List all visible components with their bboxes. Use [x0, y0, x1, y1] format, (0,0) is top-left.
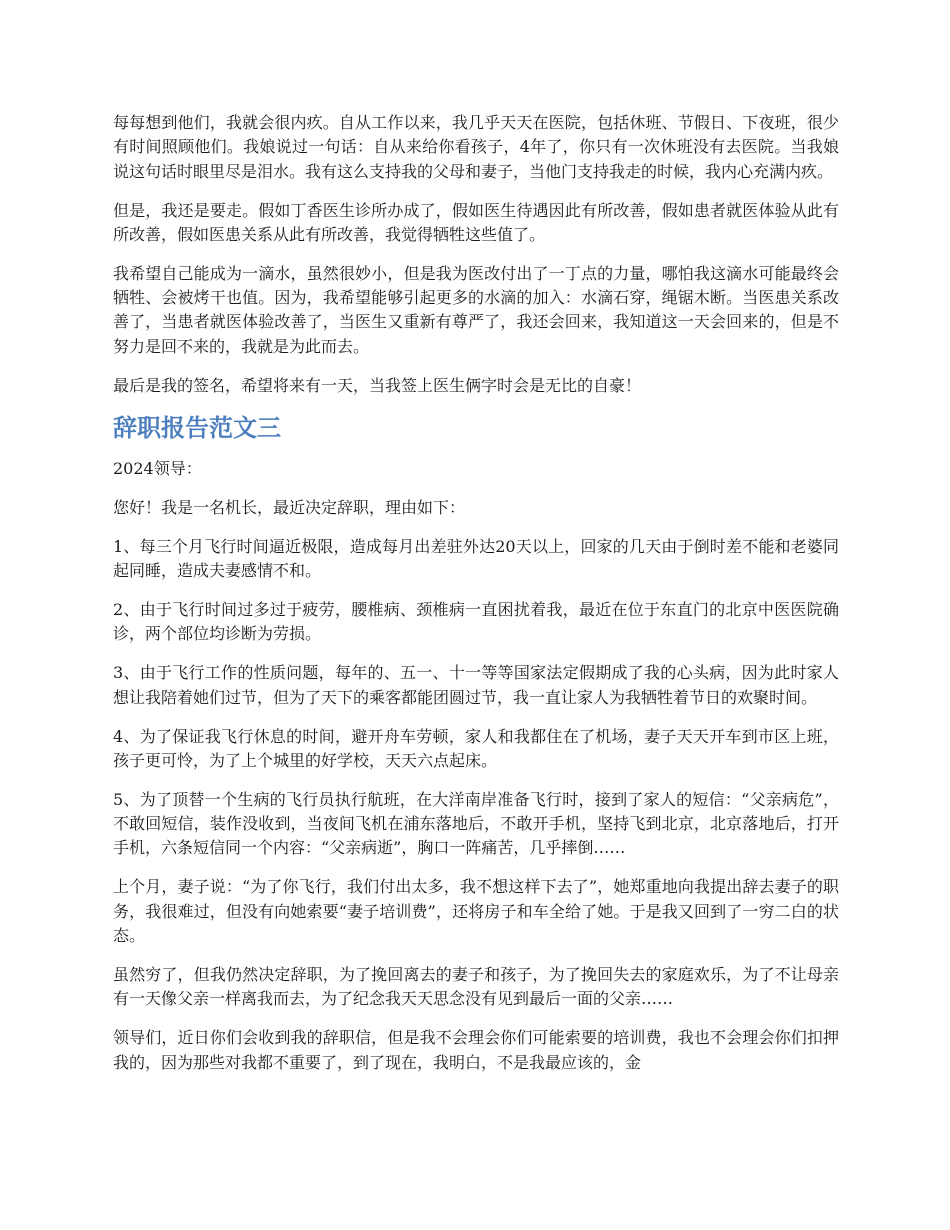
paragraph-drop-of-water: 我希望自己能成为一滴水，虽然很妙小，但是我为医改付出了一丁点的力量，哪怕我这滴水可能最终会牺牲、会被烤干也值。因为，我希望能够引起更多的水滴的加入：水滴石穿，绳锯木断。当医患关系改善了，当患者就医体验改善了，当医生又重新有尊严了，我还会回来，我知道这一天会回来的，但是不努力是回不来的，我就是为此而去。 — [113, 263, 839, 356]
document-page — [113, 111, 839, 1090]
paragraph-reason-3: 3、由于飞行工作的性质问题，每年的、五一、十一等等国家法定假期成了我的心头病，因为此时家人想让我陪着她们过节，但为了天下的乘客都能团圆过节，我一直让家人为我牺牲着节日的欢聚时间。 — [113, 663, 839, 707]
paragraph-reason-2: 2、由于飞行时间过多过于疲劳，腰椎病、颈椎病一直困扰着我，最近在位于东直门的北京中医医院确诊，两个部位均诊断为劳损。 — [113, 599, 839, 644]
paragraph-leaders: 领导们，近日你们会收到我的辞职信，但是我不会理会你们可能索要的培训费，我也不会理会你们扣押我的，因为那些对我都不重要了，到了现在，我明白，不是我最应该的，金 — [113, 1028, 839, 1072]
paragraph-last-month: 上个月，妻子说：“为了你飞行，我们付出太多，我不想这样下去了”，她郑重地向我提出辞去妻子的职务，我很难过，但没有向她索要“妻子培训费”，还将房子和车全给了她。于是我又回到了一穷二白的状态。 — [113, 877, 839, 945]
paragraph-still-leave: 但是，我还是要走。假如丁香医生诊所办成了，假如医生待遇因此有所改善，假如患者就医体验从此有所改善，假如医患关系从此有所改善，我觉得牺牲这些值了。 — [113, 200, 839, 244]
section-heading: 辞职报告范文三 — [113, 413, 281, 442]
paragraph-guilt: 每每想到他们，我就会很内疚。自从工作以来，我几乎天天在医院，包括休班、节假日、下夜班，很少有时间照顾他们。我娘说过一句话：自从来给你看孩子，4年了，你只有一次休班没有去医院。当我娘说这句话时眼里尽是泪水。我有这么支持我的父母和妻子，当他门支持我走的时候，我内心充满内疚。 — [113, 113, 839, 181]
paragraph-signature: 最后是我的签名，希望将来有一天，当我签上医生俩字时会是无比的自豪！ — [113, 375, 642, 395]
paragraph-salutation: 2024领导： — [113, 458, 202, 478]
paragraph-reason-5: 5、为了顶替一个生病的飞行员执行航班，在大洋南岸准备飞行时，接到了家人的短信：“父亲病危”，不敢回短信，装作没收到，当夜间飞机在浦东落地后，不敢开手机，坚持飞到北京，北京落地后，打开手机，六条短信同一个内容：“父亲病逝”，胸口一阵痛苦，几乎摔倒…… — [113, 789, 839, 858]
paragraph-reason-4: 4、为了保证我飞行休息的时间，避开舟车劳顿，家人和我都住在了机场，妻子天天开车到市区上班，孩子更可怜，为了上个城里的好学校，天天六点起床。 — [113, 726, 839, 770]
paragraph-greeting: 您好！我是一名机长，最近决定辞职，理由如下： — [113, 497, 466, 517]
paragraph-reason-1: 1、每三个月飞行时间逼近极限，造成每月出差驻外达20天以上，回家的几天由于倒时差不能和老婆同起同睡，造成夫妻感情不和。 — [113, 536, 839, 580]
paragraph-decision: 虽然穷了，但我仍然决定辞职，为了挽回离去的妻子和孩子，为了挽回失去的家庭欢乐，为了不让母亲有一天像父亲一样离我而去，为了纪念我天天思念没有见到最后一面的父亲…… — [113, 964, 839, 1009]
